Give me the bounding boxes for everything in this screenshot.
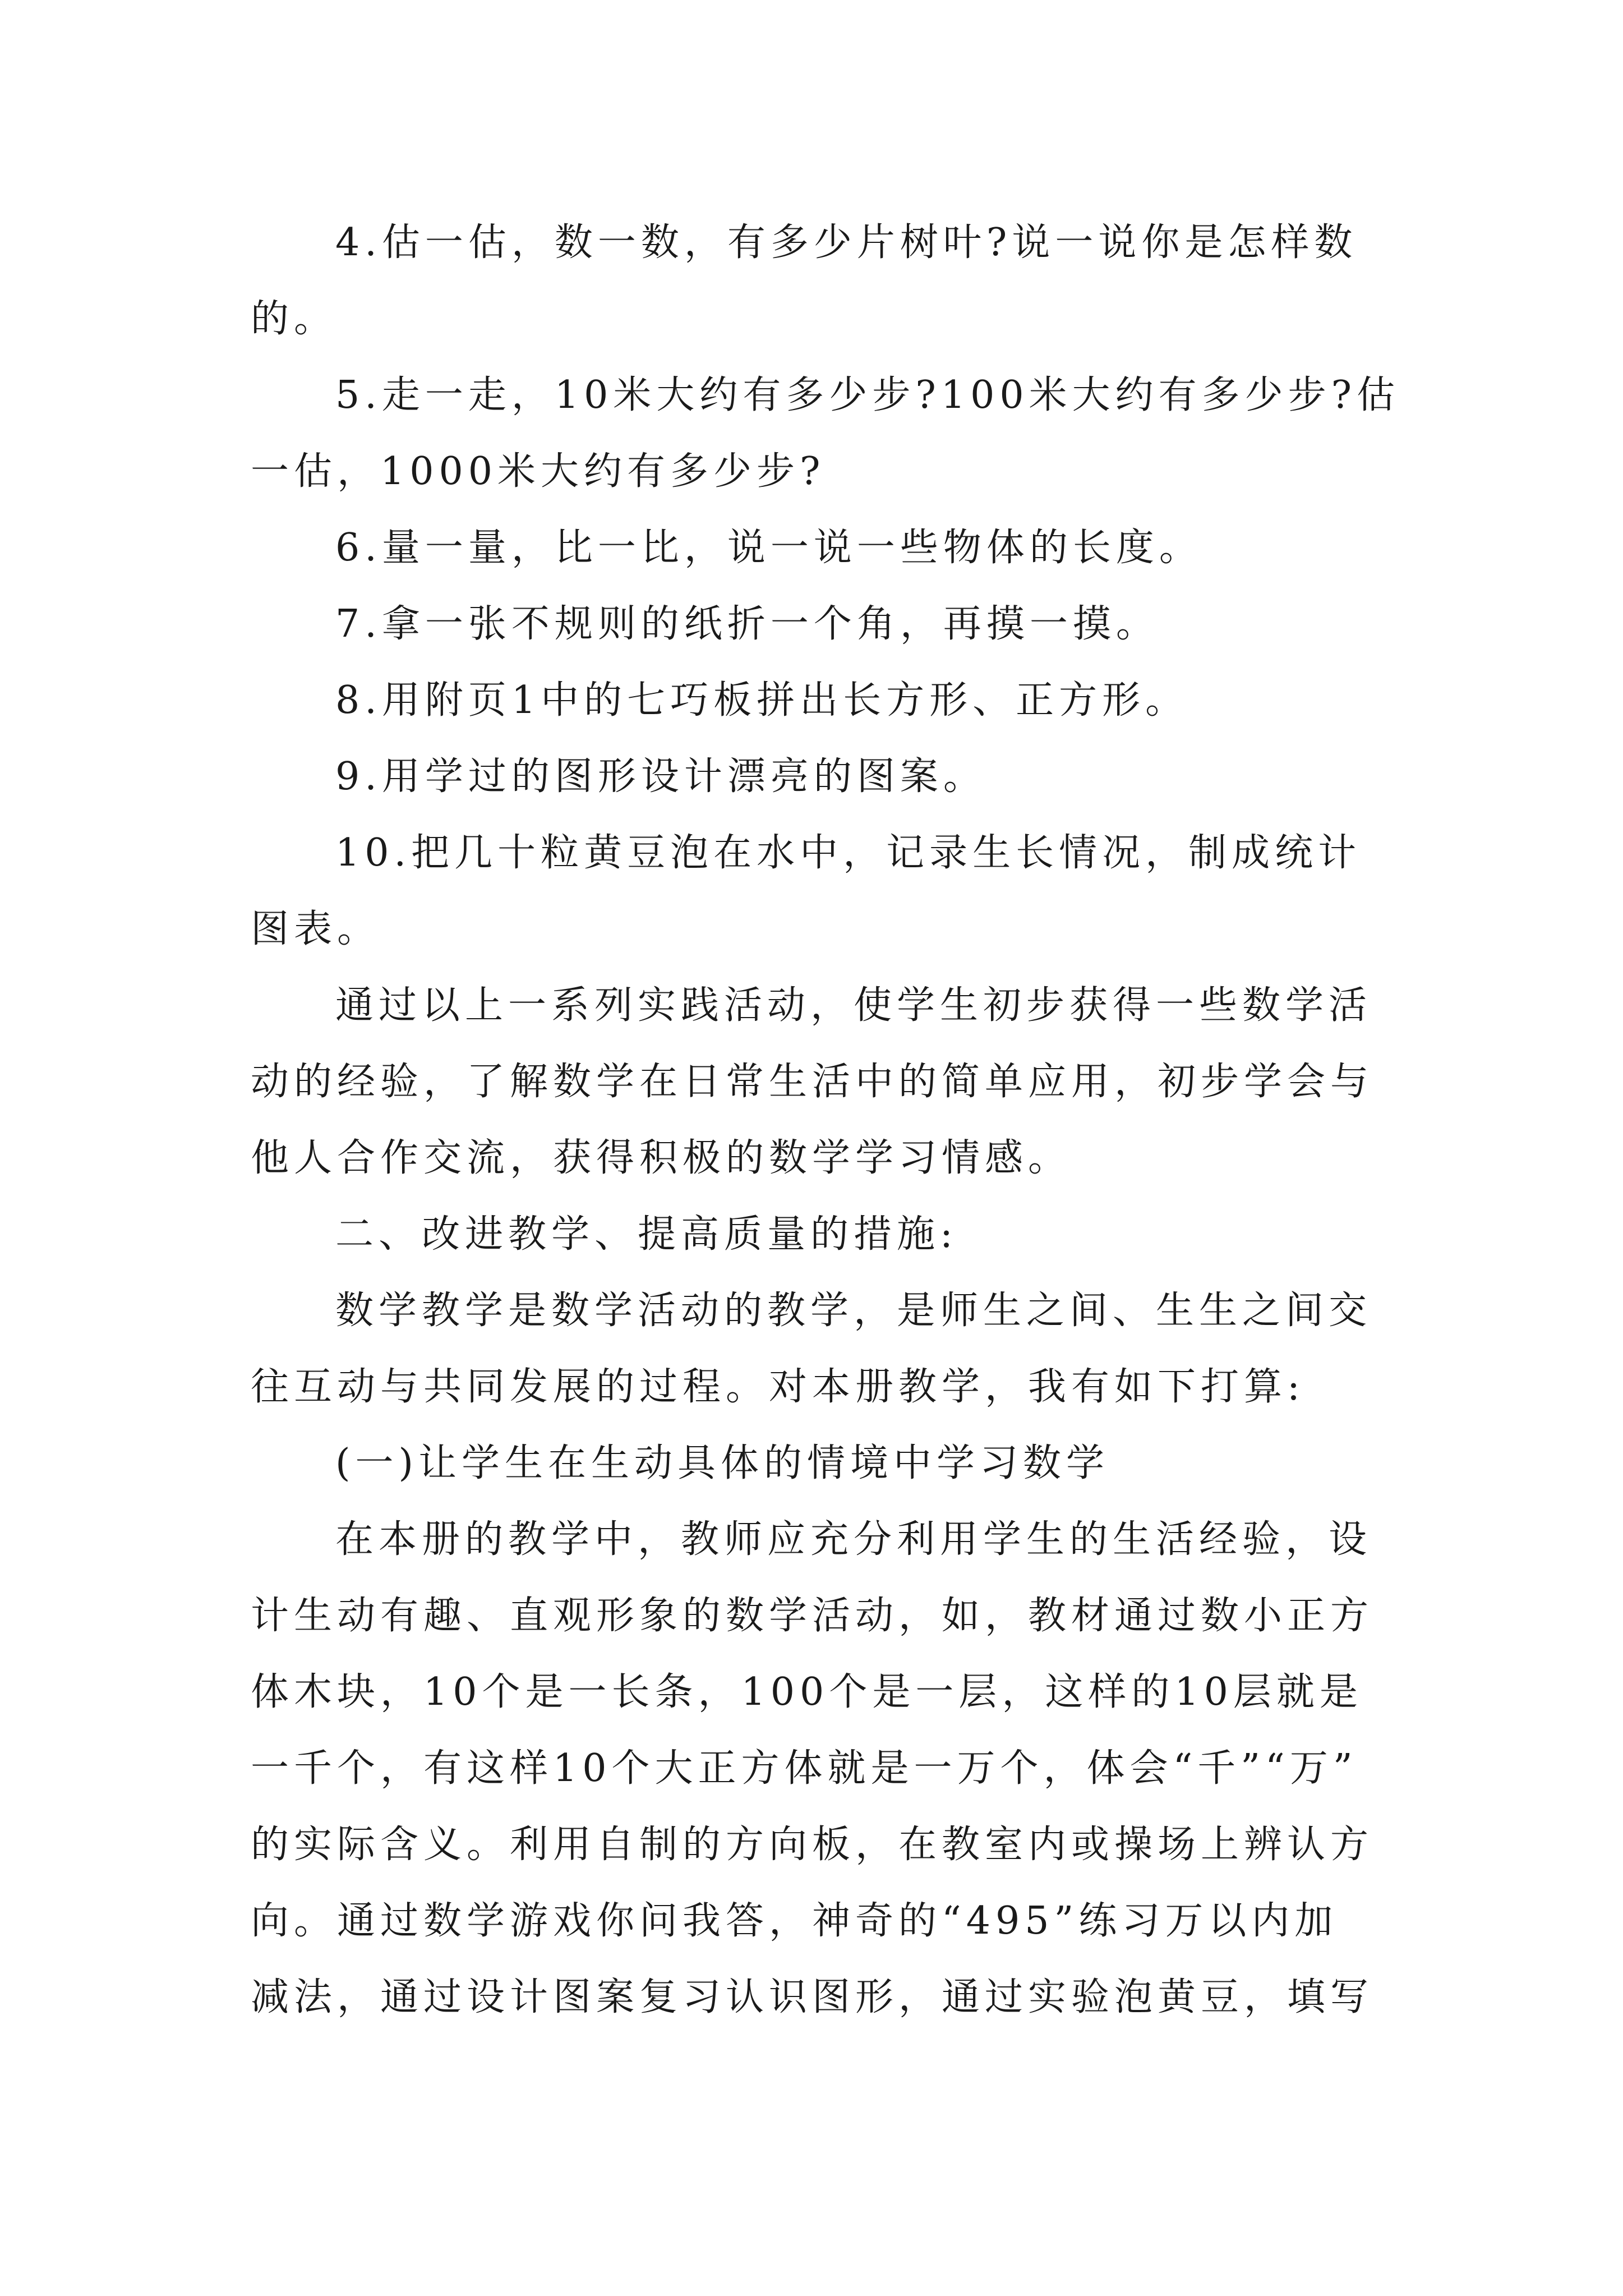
paragraph-teaching-line-1: 数学教学是数学活动的教学，是师生之间、生生之间交 xyxy=(335,1289,1372,1333)
paragraph-context-line-4: 一千个，有这样10个大正方体就是一万个，体会“千”“万” xyxy=(251,1746,1358,1791)
text-line-item-5: 5.走一走，10米大约有多少步?100米大约有多少步?估 xyxy=(335,373,1400,417)
paragraph-activities-line-1: 通过以上一系列实践活动，使学生初步获得一些数学活 xyxy=(335,983,1372,1028)
paragraph-teaching-line-2: 往互动与共同发展的过程。对本册教学，我有如下打算: xyxy=(251,1365,1305,1409)
paragraph-context-line-7: 减法，通过设计图案复习认识图形，通过实验泡黄豆，填写 xyxy=(251,1975,1374,2019)
paragraph-activities-line-3: 他人合作交流，获得积极的数学学习情感。 xyxy=(251,1136,1072,1180)
paragraph-context-line-6: 向。通过数学游戏你问我答，神奇的“495”练习万以内加 xyxy=(251,1899,1338,1943)
section-heading-measures: 二、改进教学、提高质量的措施: xyxy=(335,1212,958,1257)
text-line-item-7: 7.拿一张不规则的纸折一个角，再摸一摸。 xyxy=(335,602,1159,646)
text-line-item-4-cont: 的。 xyxy=(251,297,338,341)
text-line-item-6: 6.量一量，比一比，说一说一些物体的长度。 xyxy=(335,526,1202,570)
text-line-item-4: 4.估一估，数一数，有多少片树叶?说一说你是怎样数 xyxy=(335,220,1358,265)
paragraph-context-line-5: 的实际含义。利用自制的方向板，在教室内或操场上辨认方 xyxy=(251,1823,1374,1867)
text-line-item-9: 9.用学过的图形设计漂亮的图案。 xyxy=(335,754,986,799)
text-line-item-10: 10.把几十粒黄豆泡在水中，记录生长情况，制成统计 xyxy=(335,831,1362,875)
subsection-heading-1: (一)让学生在生动具体的情境中学习数学 xyxy=(335,1441,1110,1485)
paragraph-context-line-2: 计生动有趣、直观形象的数学活动，如，教材通过数小正方 xyxy=(251,1594,1374,1638)
text-line-item-8: 8.用附页1中的七巧板拼出长方形、正方形。 xyxy=(335,678,1189,723)
paragraph-context-line-3: 体木块，10个是一长条，100个是一层，这样的10层就是 xyxy=(251,1670,1363,1714)
paragraph-context-line-1: 在本册的教学中，教师应充分利用学生的生活经验，设 xyxy=(335,1517,1372,1562)
text-line-item-5-cont: 一估，1000米大约有多少步? xyxy=(251,449,826,494)
text-line-item-10-cont: 图表。 xyxy=(251,907,381,951)
paragraph-activities-line-2: 动的经验，了解数学在日常生活中的简单应用，初步学会与 xyxy=(251,1060,1374,1104)
